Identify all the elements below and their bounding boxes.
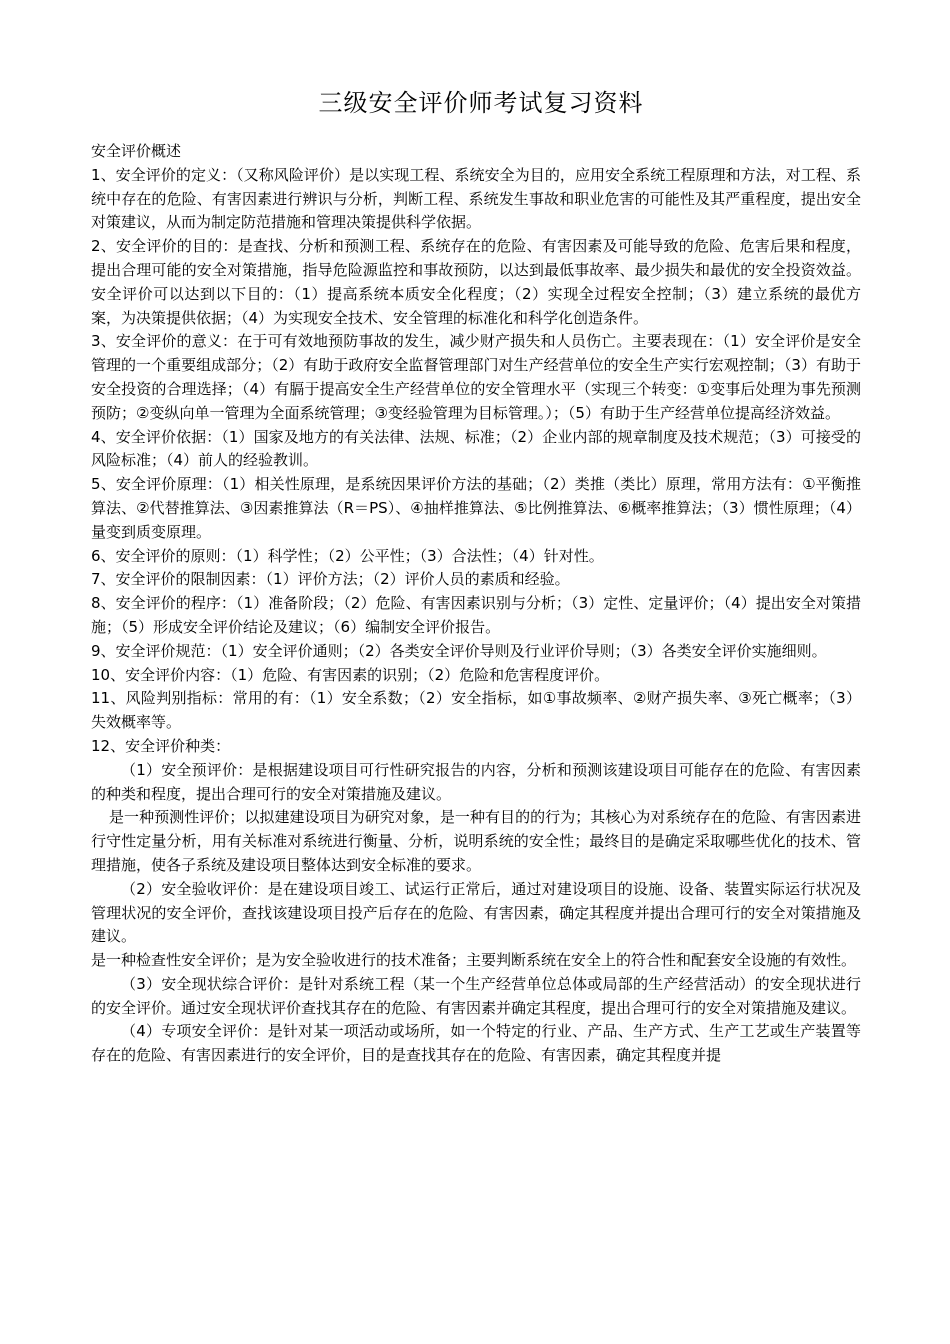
paragraph-5: 5、安全评价原理：（1）相关性原理，是系统因果评价方法的基础；（2）类推（类比）原理，常用方法有：①平衡推算法、②代替推算法、③因素推算法（R＝PS）、④抽样推算法、⑤比例推算法、⑥概率推算法；（3）惯性原理；（4）量变到质变原理。 [91, 475, 861, 541]
paragraph-2: 2、安全评价的目的：是查找、分析和预测工程、系统存在的危险、有害因素及可能导致的危险、危害后果和程度，提出合理可能的安全对策措施，指导危险源监控和事故预防，以达到最低事故率、最少损失和最优的安全投资效益。安全评价可以达到以下目的：（1）提高系统本质安全化程度；（2）实现全过程安全控制；（3）建立系统的最优方案，为决策提供依据；（4）为实现安全技术、安全管理的标准化和科学化创造条件。 [91, 237, 861, 327]
paragraph-4: 4、安全评价依据：（1）国家及地方的有关法律、法规、标准；（2）企业内部的规章制度及技术规范；（3）可接受的风险标准；（4）前人的经验教训。 [91, 427, 861, 470]
paragraph-acceptance-evaluation: （2）安全验收评价：是在建设项目竣工、试运行正常后，通过对建设项目的设施、设备、装置实际运行状况及管理状况的安全评价，查找该建设项目投产后存在的危险、有害因素，确定其程度并提出合理可行的安全对策措施及建议。 [91, 879, 861, 946]
document-title: 三级安全评价师考试复习资料 [318, 89, 644, 117]
paragraph-1: 1、安全评价的定义：（又称风险评价）是以实现工程、系统安全为目的，应用安全系统工程原理和方法，对工程、系统中存在的危险、有害因素进行辨识与分析，判断工程、系统发生事故和职业危害的可能性及其严重程度，提出安全对策建议，从而为制定防范措施和管理决策提供科学依据。 [91, 165, 861, 232]
paragraph-12: 12、安全评价种类： [91, 736, 231, 755]
paragraph-7: 7、安全评价的限制因素：（1）评价方法；（2）评价人员的素质和经验。 [91, 570, 570, 589]
paragraph-acceptance-evaluation-detail: 是一种检查性安全评价；是为安全验收进行的技术准备；主要判断系统在安全上的符合性和配套安全设施的有效性。 [91, 951, 857, 970]
section-heading: 安全评价概述 [91, 142, 182, 160]
paragraph-special-evaluation: （4）专项安全评价：是针对某一项活动或场所，如一个特定的行业、产品、生产方式、生产工艺或生产装置等存在的危险、有害因素进行的安全评价，目的是查找其存在的危险、有害因素，确定其程度并提 [91, 1022, 861, 1065]
paragraph-9: 9、安全评价规范：（1）安全评价通则；（2）各类安全评价导则及行业评价导则；（3）各类安全评价实施细则。 [91, 641, 827, 660]
document-page [91, 88, 861, 1068]
paragraph-pre-evaluation: （1）安全预评价：是根据建设项目可行性研究报告的内容，分析和预测该建设项目可能存在的危险、有害因素的种类和程度，提出合理可行的安全对策措施及建议。 [91, 760, 861, 803]
paragraph-status-evaluation: （3）安全现状综合评价：是针对系统工程（某一个生产经营单位总体或局部的生产经营活动）的安全现状进行的安全评价。通过安全现状评价查找其存在的危险、有害因素并确定其程度，提出合理可行的安全对策措施及建议。 [91, 974, 861, 1017]
paragraph-10: 10、安全评价内容：（1）危险、有害因素的识别；（2）危险和危害程度评价。 [91, 665, 610, 684]
paragraph-pre-evaluation-detail: 是一种预测性评价；以拟建建设项目为研究对象，是一种有目的的行为；其核心为对系统存在的危险、有害因素进行守性定量分析，用有关标准对系统进行衡量、分析，说明系统的安全性；最终目的是确定采取哪些优化的技术、管理措施，使各子系统及建设项目整体达到安全标准的要求。 [91, 808, 861, 874]
paragraph-3: 3、安全评价的意义：在于可有效地预防事故的发生，减少财产损失和人员伤亡。主要表现在：（1）安全评价是安全管理的一个重要组成部分；（2）有助于政府安全监督管理部门对生产经营单位的安全生产实行宏观控制；（3）有助于安全投资的合理选择；（4）有膈于提高安全生产经营单位的安全管理水平（实现三个转变：①变事后处理为事先预测预防；②变纵向单一管理为全面系统管理；③变经验管理为目标管理。）；（5）有助于生产经营单位提高经济效益。 [91, 332, 861, 422]
paragraph-8: 8、安全评价的程序：（1）准备阶段；（2）危险、有害因素识别与分析；（3）定性、定量评价；（4）提出安全对策措施；（5）形成安全评价结论及建议；（6）编制安全评价报告。 [91, 594, 861, 636]
paragraph-11: 11、风险判别指标：常用的有：（1）安全系数；（2）安全指标，如①事故频率、②财产损失率、③死亡概率；（3）失效概率等。 [91, 689, 861, 732]
paragraph-6: 6、安全评价的原则：（1）科学性；（2）公平性；（3）合法性；（4）针对性。 [91, 546, 604, 565]
